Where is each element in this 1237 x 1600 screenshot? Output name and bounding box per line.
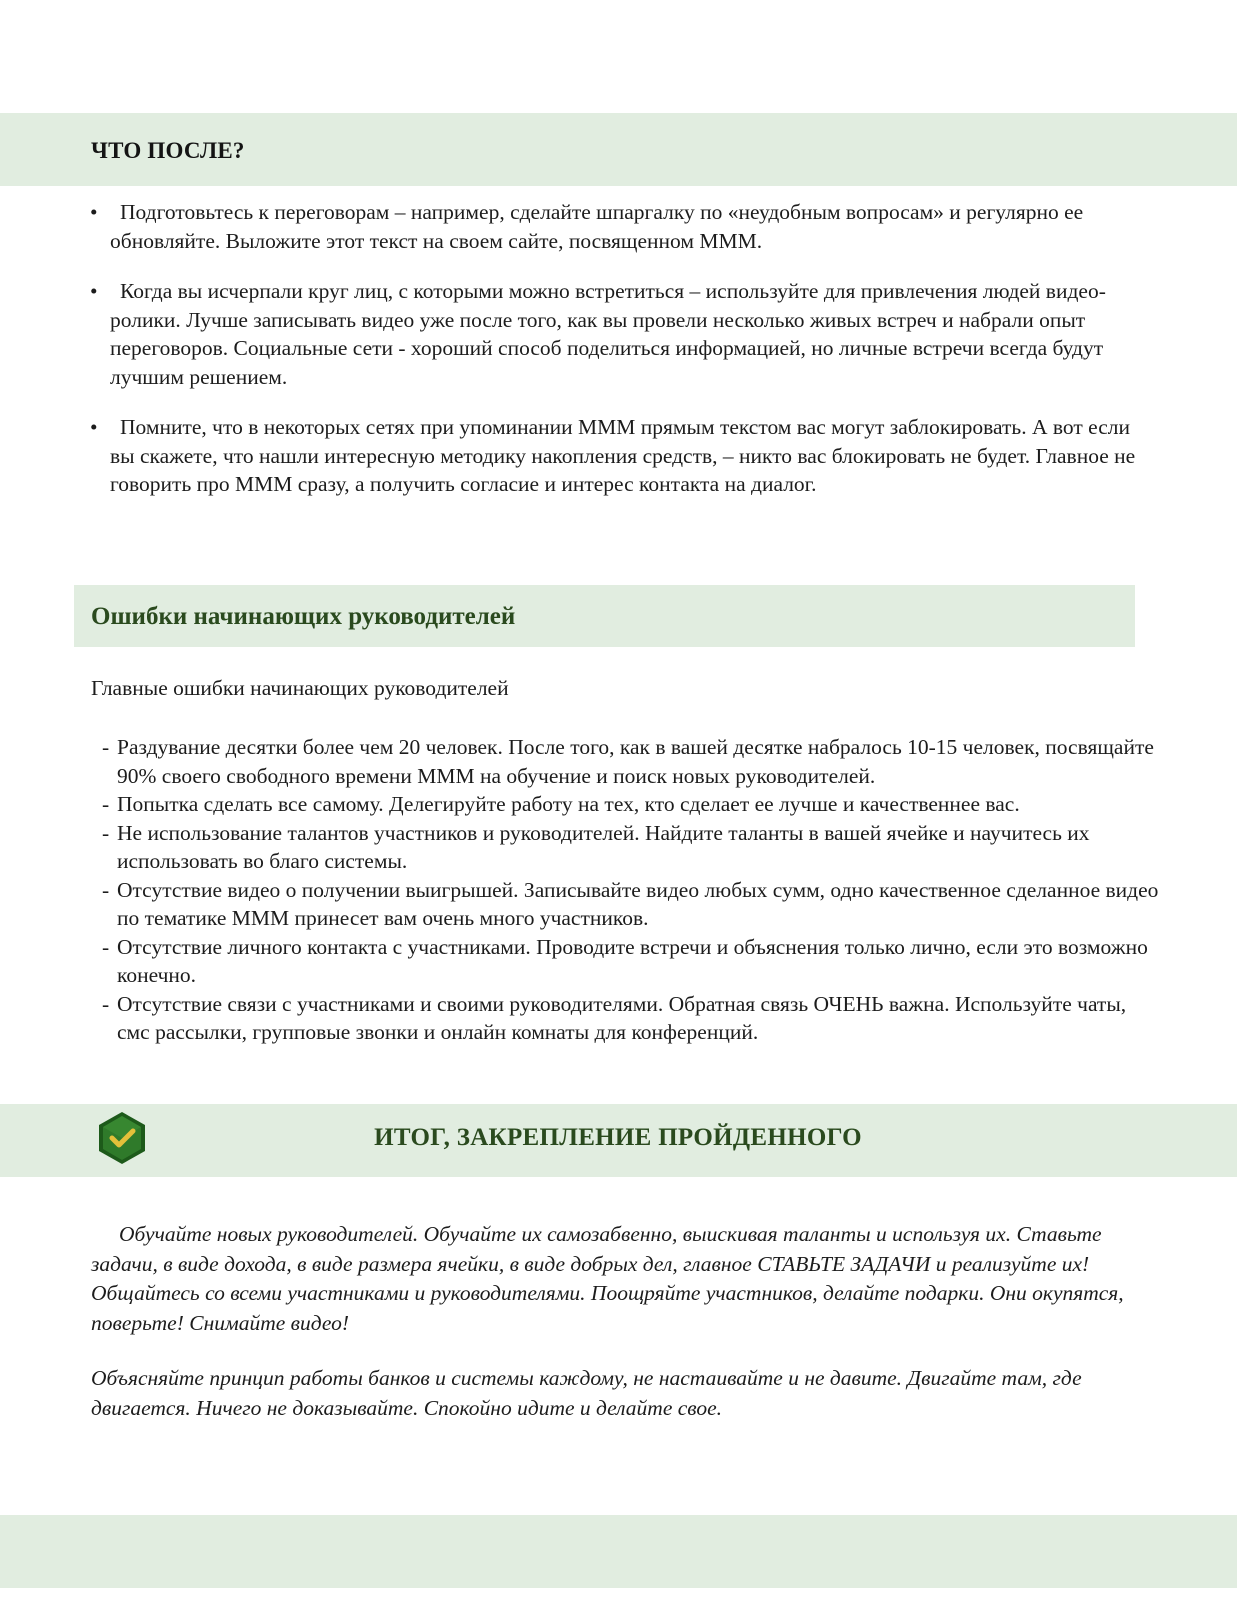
checkmark-badge-icon — [97, 1111, 147, 1165]
list-item — [102, 933, 1162, 990]
list-item — [102, 876, 1162, 933]
section-title-summary: ИТОГ, ЗАКРЕПЛЕНИЕ ПРОЙДЕННОГО — [374, 1124, 862, 1151]
list-item-text: Отсутствие личного контакта с участниками. Проводите встречи и объяснения только лично, если это возможно конечно. — [117, 934, 1148, 987]
list-item-text: Не использование талантов участников и руководителей. Найдите таланты в вашей ячейке и научитесь их использовать во благо системы. — [117, 820, 1090, 873]
list-item-text: Помните, что в некоторых сетях при упоминании МММ прямым текстом вас могут заблокировать. А вот если вы скажете, что нашли интересную методику накопления средств, – никто вас блокировать не будет. Главное не говорить про МММ сразу, а получить согласие и интерес контакта на диалог. — [110, 415, 1136, 496]
list-item — [102, 790, 1162, 819]
dash-marker: - — [102, 877, 110, 902]
dash-marker: - — [102, 991, 110, 1016]
dash-marker: - — [102, 820, 110, 845]
summary-paragraph-2: Объясняйте принцип работы банков и системы каждому, не настаивайте и не давите. Двигайте там, где двигается. Ничего не доказывайте. Спокойно идите и делайте свое. — [91, 1366, 1082, 1420]
list-item-text: Подготовьтесь к переговорам – например, сделайте шпаргалку по «неудобным вопросам» и регулярно ее обновляйте. Выложите этот текст на своем сайте, посвященном МММ. — [110, 200, 1084, 253]
section-title-after: ЧТО ПОСЛЕ? — [91, 138, 245, 163]
list-item — [90, 413, 1140, 499]
section-title-mistakes: Ошибки начинающих руководителей — [91, 603, 516, 630]
list-item — [102, 733, 1162, 790]
list-item — [90, 198, 1140, 255]
mistakes-dash-list — [102, 733, 1162, 1047]
footer-band — [0, 1515, 1237, 1588]
bullet-marker: • — [90, 200, 98, 224]
bullet-marker: • — [90, 415, 98, 439]
summary-paragraph-1: Обучайте новых руководителей. Обучайте их самозабвенно, выискивая таланты и используя их. Ставьте задачи, в виде дохода, в виде размера ячейки, в виде добрых дел, главное СТАВЬТЕ ЗАДАЧИ и реализуйте их! Общайтесь со всеми участниками и руководителями. Поощряйте участников, делайте подарки. Они окупятся, поверьте! Снимайте видео! — [91, 1222, 1124, 1335]
list-item-text: Отсутствие связи с участниками и своими руководителями. Обратная связь ОЧЕНЬ важна. Используйте чаты, смс рассылки, групповые звонки и онлайн комнаты для конференций. — [117, 991, 1127, 1044]
mistakes-intro: Главные ошибки начинающих руководителей — [91, 676, 509, 700]
dash-marker: - — [102, 934, 110, 959]
list-item-text: Отсутствие видео о получении выигрышей. Записывайте видео любых сумм, одно качественное сделанное видео по тематике МММ принесет вам очень много участников. — [117, 877, 1159, 930]
dash-marker: - — [102, 735, 110, 759]
after-bullet-list — [90, 198, 1140, 521]
list-item — [102, 990, 1162, 1047]
list-item — [102, 819, 1162, 876]
dash-marker: - — [102, 792, 110, 816]
list-item-text: Раздувание десятки более чем 20 человек. После того, как в вашей десятке набралось 10-15 человек, посвящайте 90% своего свободного времени МММ на обучение и поиск новых руководителей. — [117, 735, 1154, 788]
list-item-text: Когда вы исчерпали круг лиц, с которыми можно встретиться – используйте для привлечения людей видео-ролики. Лучше записывать видео уже после того, как вы провели несколько живых встреч и набрали опыт переговоров. Социальные сети - хороший способ поделиться информацией, но личные встречи всегда будут лучшим решением. — [110, 279, 1106, 389]
list-item-text: Попытка сделать все самому. Делегируйте работу на тех, кто сделает ее лучше и качественнее вас. — [117, 792, 1020, 816]
list-item — [90, 277, 1140, 391]
bullet-marker: • — [90, 279, 98, 303]
